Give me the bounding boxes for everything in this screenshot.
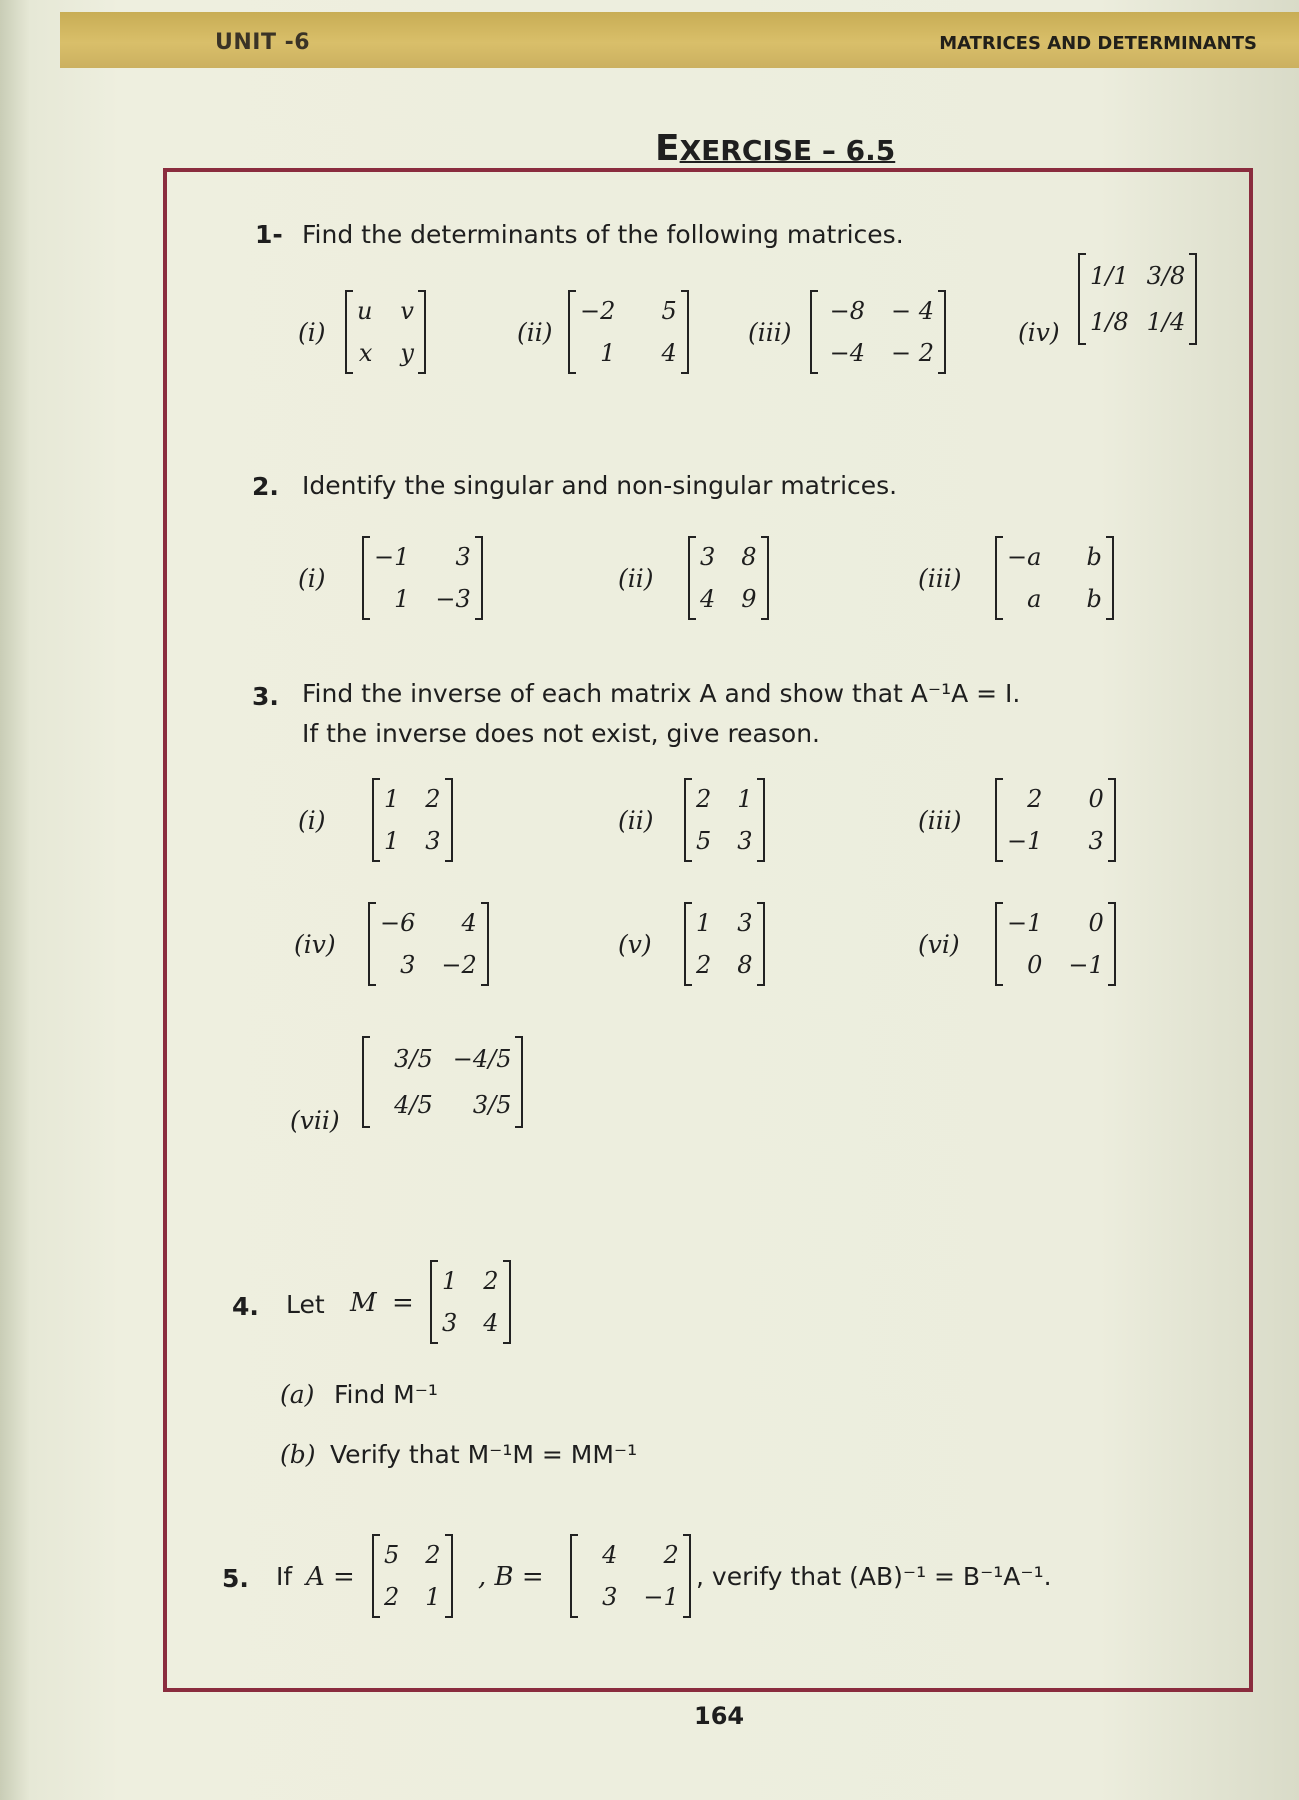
q4-part-b-text: Verify that M⁻¹M = MM⁻¹	[330, 1440, 638, 1469]
q5-b-prefix: , B =	[478, 1562, 544, 1592]
q5-tail-text: , verify that (AB)⁻¹ = B⁻¹A⁻¹.	[696, 1562, 1052, 1591]
q3-matrix-iii: 2 0 −1 3	[995, 780, 1116, 860]
q5-matrix-b: 4 2 3 −1	[570, 1536, 691, 1616]
q4-matrix-m: 1 2 3 4	[430, 1262, 511, 1342]
q4-part-a-text: Find M⁻¹	[334, 1380, 438, 1409]
q2-text: Identify the singular and non-singular matrices.	[302, 471, 898, 500]
q2-matrix-ii: 3 8 4 9	[688, 538, 769, 618]
page-number: 164	[694, 1702, 745, 1730]
q2-item-label: (ii)	[618, 564, 654, 593]
q2-item-label: (iii)	[918, 564, 962, 593]
q1-matrix-i: u v x y	[345, 292, 426, 372]
q1-matrix-ii: −2 5 1 4	[568, 292, 689, 372]
q3-item-label: (vii)	[290, 1106, 340, 1135]
q5-matrix-a: 5 2 2 1	[372, 1536, 453, 1616]
q3-matrix-vi: −1 0 0 −1	[995, 904, 1116, 984]
q2-item-label: (i)	[298, 564, 326, 593]
q1-item-label: (iii)	[748, 318, 792, 347]
q5-lead: If	[276, 1562, 293, 1591]
q5-a-prefix: A =	[306, 1562, 355, 1592]
q4-number: 4.	[232, 1292, 259, 1321]
q1-item-label: (ii)	[517, 318, 553, 347]
q3-text-line2: If the inverse does not exist, give reason.	[302, 719, 820, 748]
q3-item-label: (iii)	[918, 806, 962, 835]
q3-matrix-ii: 2 1 5 3	[684, 780, 765, 860]
q4-part-b-label: (b)	[280, 1440, 316, 1469]
q4-part-a-label: (a)	[280, 1380, 315, 1409]
q3-item-label: (vi)	[918, 930, 960, 959]
q5-number: 5.	[222, 1564, 249, 1593]
q3-matrix-i: 1 2 1 3	[372, 780, 453, 860]
q3-item-label: (i)	[298, 806, 326, 835]
q3-item-label: (v)	[618, 930, 652, 959]
q1-matrix-iv-fractions: 1/1 3/8 1/8 1/4	[1078, 255, 1197, 343]
q4-lead: Let	[286, 1290, 325, 1319]
q2-number: 2.	[252, 472, 279, 501]
q1-matrix-iii: −8 − 4 −4 − 2	[810, 292, 946, 372]
q4-equals: =	[392, 1288, 414, 1318]
q2-matrix-iii: −a b a b	[995, 538, 1114, 618]
q3-matrix-iv: −6 4 3 −2	[368, 904, 489, 984]
header-chapter-title: MATRICES AND DETERMINANTS	[939, 33, 1257, 54]
q1-item-label: (iv)	[1018, 318, 1060, 347]
q1-number: 1-	[255, 220, 283, 249]
q3-item-label: (ii)	[618, 806, 654, 835]
q3-text-line1: Find the inverse of each matrix A and show that A⁻¹A = I.	[302, 679, 1021, 708]
q4-variable: M	[350, 1288, 377, 1318]
q3-item-label: (iv)	[294, 930, 336, 959]
q1-item-label: (i)	[298, 318, 326, 347]
exercise-title: EXERCISE – 6.5	[655, 128, 896, 169]
q3-matrix-v: 1 3 2 8	[684, 904, 765, 984]
q1-text: Find the determinants of the following matrices.	[302, 220, 904, 249]
header-unit-label: UNIT -6	[215, 30, 311, 55]
q3-number: 3.	[252, 682, 279, 711]
q3-matrix-vii-fractions: 3/5 −4/5 4/5 3/5	[362, 1038, 523, 1126]
q2-matrix-i: −1 3 1 −3	[362, 538, 483, 618]
